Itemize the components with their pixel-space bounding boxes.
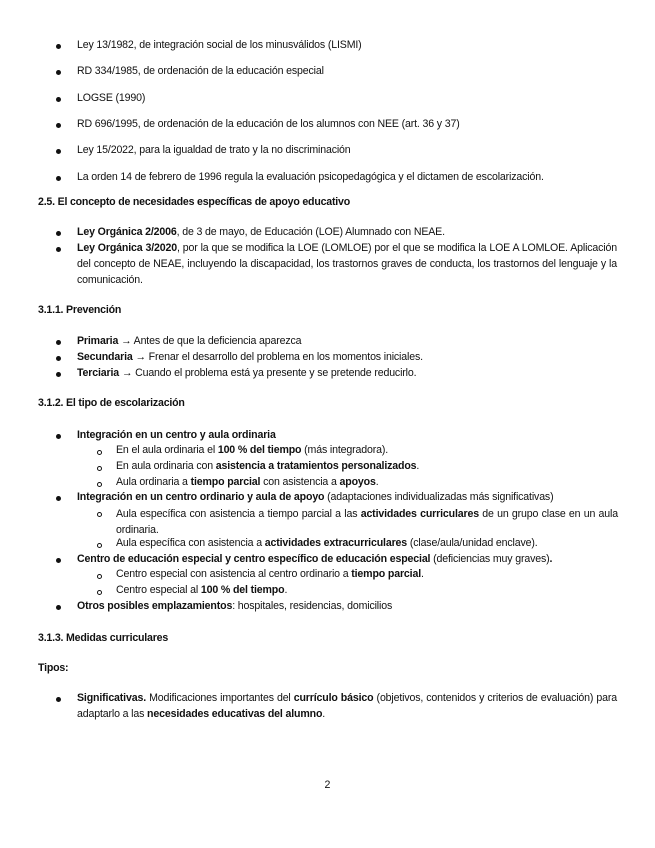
bullet-icon bbox=[56, 356, 61, 361]
term: Primaria bbox=[77, 335, 119, 347]
law-description: , por la que se modifica la LOE (LOMLOE) por el que se modifica la LOE A LOMLOE. Aplicación del concepto de NEAE, incluyendo la discapacidad, los trastornos graves de conducta, los trastornos del lenguaje y la comunicación. bbox=[77, 242, 617, 286]
sub-list-item bbox=[116, 537, 538, 549]
text-run: . bbox=[284, 584, 288, 596]
bullet-icon bbox=[56, 496, 61, 501]
text-run-bold: Significativas. bbox=[77, 692, 146, 704]
law-name: Ley Orgánica 3/2020 bbox=[77, 242, 177, 254]
group-note: (adaptaciones individualizadas más significativas) bbox=[324, 491, 554, 503]
section-heading: 3.1.2. El tipo de escolarización bbox=[38, 397, 185, 409]
list-item bbox=[77, 226, 445, 238]
sub-list-item bbox=[116, 444, 388, 456]
text-run-bold: . bbox=[549, 553, 553, 565]
sub-list-item bbox=[116, 506, 618, 538]
section-heading: 3.1.3. Medidas curriculares bbox=[38, 632, 169, 644]
text-run: Centro especial al bbox=[116, 584, 201, 596]
text-run-bold: actividades extracurriculares bbox=[264, 537, 408, 549]
term: Terciaria bbox=[77, 367, 120, 379]
text-run: Aula específica con asistencia a bbox=[116, 537, 265, 549]
bullet-icon bbox=[56, 149, 61, 154]
sub-list-item bbox=[116, 568, 424, 580]
sub-list-item bbox=[116, 476, 379, 488]
sub-bullet-icon bbox=[97, 450, 102, 455]
bullet-icon bbox=[56, 605, 61, 610]
text-run: (clase/aula/unidad enclave). bbox=[407, 537, 538, 549]
bullet-icon bbox=[56, 340, 61, 345]
term-description: → Antes de que la deficiencia aparezca bbox=[118, 335, 302, 347]
bullet-icon bbox=[56, 176, 61, 181]
sub-bullet-icon bbox=[97, 482, 102, 487]
law-description: , de 3 de mayo, de Educación (LOE) Alumnado con NEAE. bbox=[176, 226, 445, 238]
list-item: RD 334/1985, de ordenación de la educación especial bbox=[77, 65, 324, 77]
sub-bullet-icon bbox=[97, 512, 102, 517]
text-run: Aula ordinaria a bbox=[116, 476, 191, 488]
law-name: Ley Orgánica 2/2006 bbox=[77, 226, 177, 238]
group-note: (deficiencias muy graves) bbox=[430, 553, 550, 565]
list-item bbox=[77, 335, 301, 347]
sub-bullet-icon bbox=[97, 466, 102, 471]
text-run-bold: apoyos bbox=[339, 476, 376, 488]
text-run-bold: currículo básico bbox=[293, 692, 374, 704]
group-title: Centro de educación especial y centro específico de educación especial bbox=[77, 553, 431, 565]
list-item: La orden 14 de febrero de 1996 regula la evaluación psicopedagógica y el dictamen de escolarización. bbox=[77, 171, 544, 183]
bullet-icon bbox=[56, 558, 61, 563]
text-run-bold: 100 % del tiempo bbox=[200, 584, 285, 596]
text-run: En aula ordinaria con bbox=[116, 460, 216, 472]
list-item bbox=[77, 240, 617, 288]
section-heading: 2.5. El concepto de necesidades específicas de apoyo educativo bbox=[38, 196, 351, 208]
text-run: Aula específica con asistencia a tiempo parcial a las bbox=[116, 508, 361, 520]
bullet-icon bbox=[56, 70, 61, 75]
bullet-icon bbox=[56, 372, 61, 377]
group-note: : hospitales, residencias, domicilios bbox=[232, 600, 393, 612]
text-run-bold: tiempo parcial bbox=[190, 476, 261, 488]
text-run-bold: tiempo parcial bbox=[351, 568, 421, 580]
sub-bullet-icon bbox=[97, 590, 102, 595]
text-run: . bbox=[375, 476, 379, 488]
text-run: Modificaciones importantes del bbox=[146, 692, 294, 704]
page-number: 2 bbox=[324, 779, 331, 791]
bullet-icon bbox=[56, 231, 61, 236]
text-run: (más integradora). bbox=[301, 444, 389, 456]
list-item bbox=[77, 491, 553, 503]
bullet-icon bbox=[56, 97, 61, 102]
text-run-bold: asistencia a tratamientos personalizados bbox=[215, 460, 417, 472]
bullet-icon bbox=[56, 434, 61, 439]
text-run: de un grupo clase en un aula ordinaria. bbox=[116, 508, 618, 536]
subheading-tipos: Tipos: bbox=[38, 662, 69, 674]
section-heading: 3.1.1. Prevención bbox=[38, 304, 122, 316]
sub-bullet-icon bbox=[97, 574, 102, 579]
term-description: → Cuando el problema está ya presente y se pretende reducirlo. bbox=[119, 367, 417, 379]
list-item: Ley 13/1982, de integración social de los minusválidos (LISMI) bbox=[77, 39, 362, 51]
bullet-icon bbox=[56, 123, 61, 128]
text-run-bold: 100 % del tiempo bbox=[217, 444, 302, 456]
group-title: Otros posibles emplazamientos bbox=[77, 600, 233, 612]
sub-bullet-icon bbox=[97, 543, 102, 548]
list-item bbox=[77, 367, 416, 379]
sub-list-item bbox=[116, 584, 287, 596]
bullet-icon bbox=[56, 44, 61, 49]
list-item bbox=[77, 351, 423, 363]
text-run: . bbox=[416, 460, 420, 472]
sub-list-item bbox=[116, 460, 419, 472]
list-item: LOGSE (1990) bbox=[77, 92, 146, 104]
group-title: Integración en un centro ordinario y aula de apoyo bbox=[77, 491, 325, 503]
list-item bbox=[77, 600, 392, 612]
group-title: Integración en un centro y aula ordinaria bbox=[77, 429, 276, 441]
text-run: . bbox=[421, 568, 424, 580]
list-item: RD 696/1995, de ordenación de la educación de los alumnos con NEE (art. 36 y 37) bbox=[77, 118, 460, 130]
list-item bbox=[77, 429, 276, 441]
text-run: En el aula ordinaria el bbox=[116, 444, 218, 456]
list-item bbox=[77, 690, 617, 722]
bullet-icon bbox=[56, 247, 61, 252]
text-run: (objetivos, contenidos y criterios de evaluación) para adaptarlo a las bbox=[77, 692, 617, 720]
term: Secundaria bbox=[77, 351, 133, 363]
term-description: → Frenar el desarrollo del problema en los momentos iniciales. bbox=[132, 351, 423, 363]
text-run: con asistencia a bbox=[260, 476, 340, 488]
list-item bbox=[77, 553, 552, 565]
text-run-bold: necesidades educativas del alumno bbox=[147, 708, 323, 720]
text-run-bold: actividades curriculares bbox=[360, 508, 479, 520]
bullet-icon bbox=[56, 697, 61, 702]
list-item: Ley 15/2022, para la igualdad de trato y la no discriminación bbox=[77, 144, 351, 156]
text-run: Centro especial con asistencia al centro ordinario a bbox=[116, 568, 352, 580]
text-run: . bbox=[322, 708, 326, 720]
